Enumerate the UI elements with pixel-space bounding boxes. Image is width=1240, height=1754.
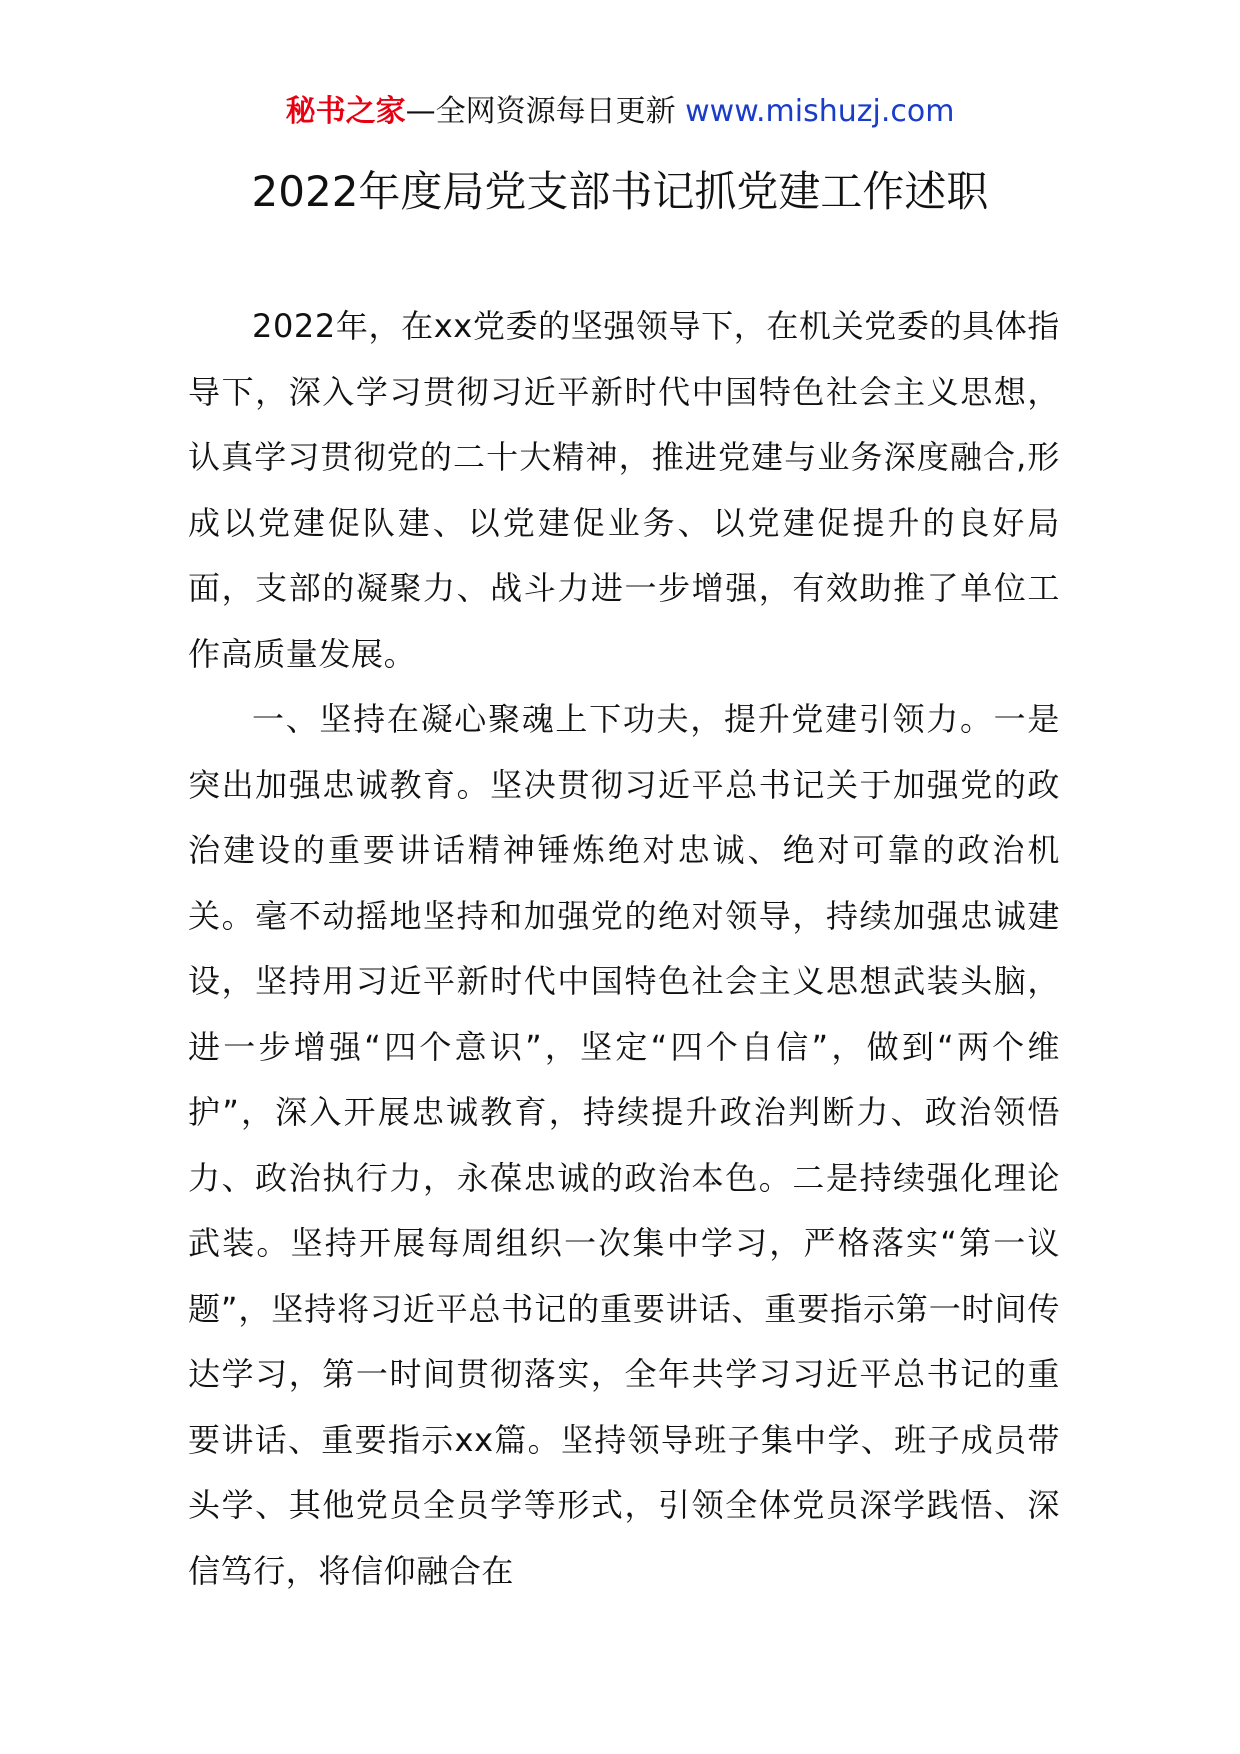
site-header bbox=[0, 92, 1240, 132]
paragraph-intro: 2022年，在xx党委的坚强领导下，在机关党委的具体指导下，深入学习贯彻习近平新时代中国特色社会主义思想，认真学习贯彻党的二十大精神，推进党建与业务深度融合,形成以党建促队建、以党建促业务、以党建促提升的良好局面，支部的凝聚力、战斗力进一步增强，有效助推了单位工作高质量发展。 bbox=[188, 307, 1060, 673]
site-url-link[interactable]: www.mishuzj.com bbox=[685, 94, 955, 129]
site-tagline: —全网资源每日更新 bbox=[405, 94, 686, 129]
paragraph-section-one: 一、坚持在凝心聚魂上下功夫，提升党建引领力。一是突出加强忠诚教育。坚决贯彻习近平总书记关于加强党的政治建设的重要讲话精神锤炼绝对忠诚、绝对可靠的政治机关。毫不动摇地坚持和加强党的绝对领导，持续加强忠诚建设，坚持用习近平新时代中国特色社会主义思想武装头脑，进一步增强“四个意识”，坚定“四个自信”，做到“两个维护”，深入开展忠诚教育，持续提升政治判断力、政治领悟力、政治执行力，永葆忠诚的政治本色。二是持续强化理论武装。坚持开展每周组织一次集中学习，严格落实“第一议题”，坚持将习近平总书记的重要讲话、重要指示第一时间传达学习，第一时间贯彻落实，全年共学习习近平总书记的重要讲话、重要指示xx篇。坚持领导班子集中学、班子成员带头学、其他党员全员学等形式，引领全体党员深学践悟、深信笃行，将信仰融合在 bbox=[188, 700, 1060, 1590]
site-brand: 秘书之家 bbox=[285, 94, 406, 129]
document-body bbox=[188, 294, 1060, 1604]
document-title: 2022年度局党支部书记抓党建工作述职 bbox=[251, 167, 989, 216]
